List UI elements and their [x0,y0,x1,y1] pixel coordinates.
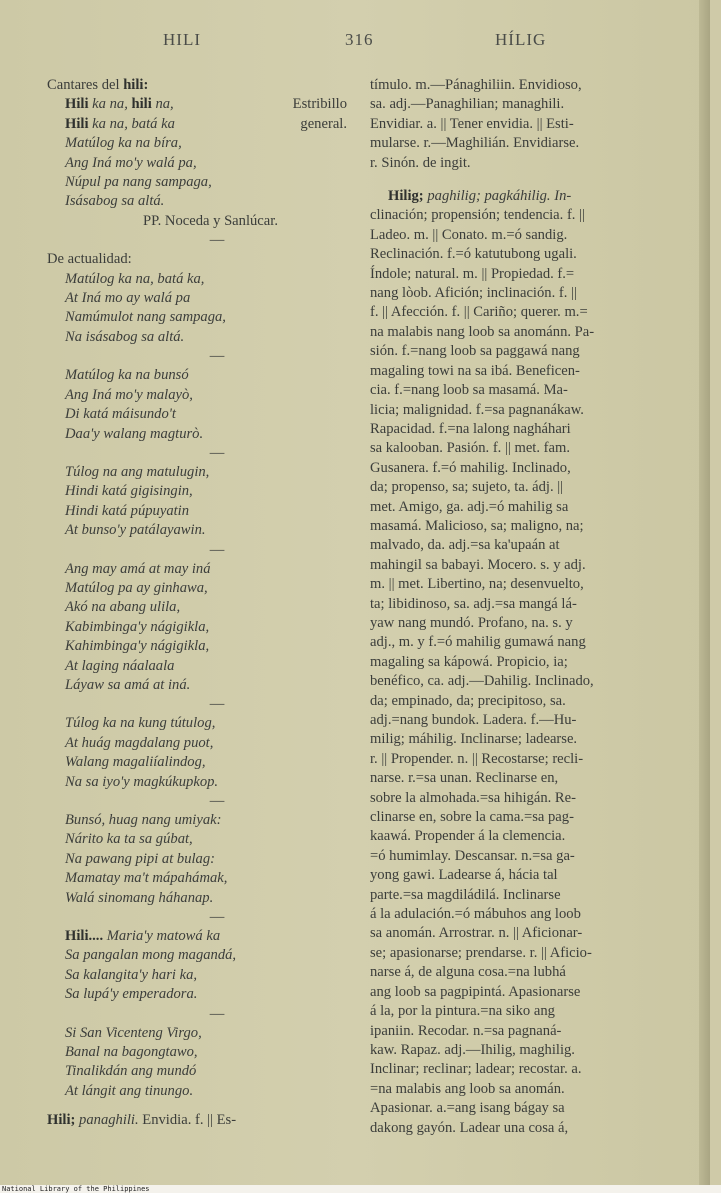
text-line: Gusanera. f.=ó mahilig. Inclinado, [370,459,571,476]
text-line: Ladeo. m. || Conato. m.=ó sandig. [370,226,568,243]
separator-dash: — [209,541,225,558]
text-line: sión. f.=nang loob sa paggawá nang [370,343,580,360]
entry-hili-continued [370,76,680,173]
stanza-8 [47,927,347,1005]
verse-line: Isásabog sa altá. [65,193,165,210]
verse-line: Na isásabog sa altá. [65,328,185,345]
text-line: Apasionar. a.=ang isang bágay sa [370,1100,565,1117]
verse-line: At huág magdalang puot, [65,734,214,751]
text-line: ang loob sa pagpipintá. Apasionarse [370,983,581,1000]
verse-line: Bunsó, huag nang umiyak: [65,812,222,828]
text-line: yong gawi. Ladearse á, hácia tal [370,867,558,884]
verse-line: Ang Iná mo'y malayò, [65,386,193,403]
text-line: benéfico, ca. adj.—Dahilig. Inclinado, [370,673,594,690]
text-line: r. Sinón. de ingit. [370,154,471,171]
text-line: tímulo. m.—Pánaghiliin. Envidioso, [370,77,582,93]
stanza-5 [47,560,347,696]
verse-line: Túlog ka na kung tútulog, [65,715,216,732]
verse-line: Túlog na ang matulugin, [65,463,210,480]
verse-line: Láyaw sa amá at iná. [65,676,191,693]
verse-line: Matúlog ka na, batá ka, [65,270,205,287]
text-line: á la, por la pintura.=na siko ang [370,1003,555,1020]
text-line: da; empinado, da; precipitoso, sa. [370,692,566,709]
separator-dash: — [209,1005,225,1022]
text-line: sa. adj.—Panaghilian; managhili. [370,96,565,113]
header-right-word: HÍLIG [495,30,547,49]
separator-dash: — [209,696,225,713]
verse-line: Matúlog ka na bíra, [65,135,182,152]
refrain-line: Hili ka na, batá ka general. [65,115,347,132]
text-line: Inclinar; reclinar; ladear; recostar. a. [370,1061,582,1078]
verse-line: At Iná mo ay walá pa [65,290,191,307]
verse-line: Matúlog pa ay ginhawa, [65,579,208,596]
verse-line: Di katá máisundo't [65,406,176,423]
verse-line: Ang Iná mo'y walá pa, [65,154,197,171]
verse-line: Núpul pa nang sampaga, [65,174,212,191]
text-line: narse. r.=sa unan. Reclinarse en, [370,770,559,787]
actualidad-heading: De actualidad: [47,251,132,268]
text-line: m. || met. Libertino, na; desenvuelto, [370,576,584,593]
separator-dash: — [209,348,225,365]
verse-line: Na pawang pipi at bulag: [65,850,215,867]
text-line: clinarse en, sobre la cama.=sa pag- [370,809,574,826]
text-line: mahingil sa babayi. Mocero. s. y adj. [370,556,586,573]
verse-line: At bunso'y patálayawin. [65,522,206,539]
verse-line: Kahimbinga'y nágigikla, [65,638,210,655]
separator-dash: — [209,909,225,926]
verse-line: At lángit ang tinungo. [65,1082,194,1099]
page-edge [699,0,710,1185]
text-line: ta; libidinoso, sa. adj.=sa mangá lá- [370,595,577,612]
library-credit: National Library of the Philippines [2,1185,150,1193]
header-left-word: HILI [163,30,201,49]
verse-line: Nárito ka ta sa gúbat, [65,831,193,848]
text-line: licia; malignidad. f.=sa pagnanákaw. [370,401,584,418]
stanza-2 [47,270,347,348]
text-line: =ó humimlay. Descansar. n.=sa ga- [370,847,575,864]
text-line: se; apasionarse; prendarse. r. || Aficio- [370,944,592,961]
text-line: mularse. r.—Maghilián. Envidiarse. [370,135,580,152]
text-line: clinación; propensión; tendencia. f. || [370,207,585,224]
right-column [370,76,680,1138]
left-column [47,76,347,1131]
stanza-1 [47,134,347,212]
verse-line: Sa lupá'y emperadora. [65,986,198,1003]
text-line: adj., m. y f.=ó mahilig gumawá nang [370,634,586,651]
text-line: sobre la almohada.=sa hihigán. Re- [370,789,576,806]
text-line: parte.=sa magdiládilá. Inclinarse [370,886,561,903]
running-header [0,30,710,58]
text-line: f. || Afección. f. || Cariño; querer. m.= [370,304,588,321]
text-line: met. Amigo, ga. adj.=ó mahilig sa [370,498,569,515]
page-number: 316 [345,30,374,49]
verse-line: Daa'y walang magturò. [65,425,204,442]
entry-hilig [370,187,680,1138]
verse-line: Hili.... Maria'y matowá ka [65,928,221,945]
text-line: sa anomán. Arrostrar. n. || Aficionar- [370,925,583,942]
verse-line: Si San Vicenteng Virgo, [65,1024,202,1041]
stanza-4 [47,463,347,541]
text-line: Índole; natural. m. || Propiedad. f.= [370,265,575,282]
text-line: kaawá. Propender á la clemencia. [370,828,566,845]
text-line: malvado, da. adj.=sa ka'upaán at [370,537,560,554]
text-line: nang lòob. Afición; inclinación. f. || [370,285,577,302]
verse-line: Ang may amá at may iná [65,560,211,577]
text-line: kaw. Rapaz. adj.—Ihilig, maghilig. [370,1041,575,1058]
separator-dash: — [209,232,225,249]
verse-line: Tinalikdán ang mundó [65,1063,197,1080]
verse-line: Walá sinomang háhanap. [65,889,214,906]
verse-line: Namúmulot nang sampaga, [65,309,226,326]
verse-line: Mamatay ma't mápahámak, [65,870,228,887]
text-line: magaling towi na sa ibá. Beneficen- [370,362,580,379]
stanza-9 [47,1024,347,1102]
verse-line: Hindi katá púpuyatin [65,502,190,519]
verse-line: Matúlog ka na bunsó [65,367,189,384]
verse-line: Hindi katá gigisingin, [65,483,193,500]
text-line: Envidiar. a. || Tener envidia. || Esti- [370,115,574,132]
text-line: masamá. Malicioso, sa; maligno, na; [370,517,584,534]
verse-line: Banal na bagongtawo, [65,1044,198,1061]
text-line: =na malabis ang loob sa anomán. [370,1080,565,1097]
separator-dash: — [209,793,225,809]
text-line: yaw nang mundó. Profano, na. s. y [370,614,573,631]
text-line: ipaniin. Recodar. n.=sa pagnaná- [370,1022,562,1039]
verse-line: Na sa iyo'y magkúkupkop. [65,773,219,790]
text-line: cia. f.=nang loob sa masamá. Ma- [370,382,568,399]
text-line: Hilig; paghilig; pagkáhilig. In- [388,188,572,205]
stanza-6 [47,714,347,792]
verse-line: At laging náalaala [65,657,175,674]
text-line: Rapacidad. f.=na lalong nagháhari [370,420,571,437]
text-line: r. || Propender. n. || Recostarse; recli- [370,750,584,767]
cantares-heading: Cantares del hili: [47,77,149,93]
text-line: adj.=nang bundok. Ladera. f.—Hu- [370,712,577,728]
text-line: sa kalooban. Pasión. f. || met. fam. [370,440,570,457]
text-line: da; propenso, sa; sujeto, ta. ádj. || [370,479,564,496]
separator-dash: — [209,444,225,461]
text-line: á la adulación.=ó mábuhos ang loob [370,906,581,923]
entry-hili: Hili; panaghili. Envidia. f. || Es- [47,1112,237,1129]
verse-line: Sa kalangita'y hari ka, [65,966,198,983]
text-line: na malabis nang loob sa anománn. Pa- [370,323,595,340]
text-line: narse á, de alguna cosa.=na lubhá [370,964,566,981]
text-line: dakong gayón. Ladear una cosa á, [370,1119,569,1136]
stanza-3 [47,366,347,444]
stanza-7 [47,811,347,908]
text-line: magaling sa kápowá. Propicio, ia; [370,653,568,670]
verse-line: Sa pangalan mong magandá, [65,947,237,964]
text-line: milig; máhilig. Inclinarse; ladearse. [370,731,578,748]
attribution: PP. Noceda y Sanlúcar. [143,212,278,229]
verse-line: Akó na abang ulila, [65,599,181,616]
verse-line: Kabimbinga'y nágigikla, [65,618,210,635]
refrain-line: Hili ka na, hili na, Estribillo [65,96,347,113]
text-line: Reclinación. f.=ó katutubong ugali. [370,246,577,263]
verse-line: Walang magaliíalindog, [65,754,206,771]
